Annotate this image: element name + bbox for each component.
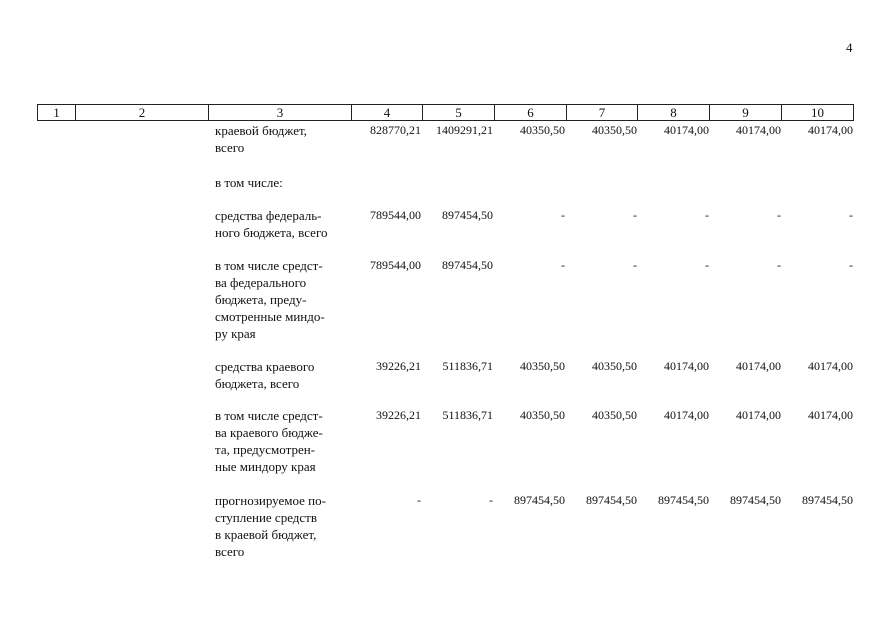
row-label [215,407,346,475]
value-cell: - [633,208,637,222]
col-header-8: 8 [638,105,710,121]
column-number-header [37,104,854,121]
value-cell: 40350,50 [592,408,637,422]
row-label-line: ва федерального [215,275,307,290]
row-label [215,174,346,191]
value-cell: 897454,50 [658,493,709,507]
value-cell: - [417,493,421,507]
value-cell: 511836,71 [442,408,493,422]
row-label-line: всего [215,140,245,155]
col-header-1: 1 [38,105,76,121]
value-cell: 40350,50 [592,123,637,137]
value-cell: - [777,258,781,272]
row-label-line: смотренные миндо- [215,309,325,324]
value-cell: 897454,50 [442,258,493,272]
row-label-line: прогнозируемое по- [215,493,326,508]
value-cell: 39226,21 [376,359,421,373]
value-cell: 897454,50 [514,493,565,507]
value-cell: - [489,493,493,507]
row-label-line: всего [215,544,245,559]
row-label-line: в краевой бюджет, [215,527,317,542]
row-label-line: ру края [215,326,256,341]
value-cell: 40350,50 [520,359,565,373]
col-header-5: 5 [423,105,495,121]
value-cell: 40174,00 [736,408,781,422]
row-label-line: средства федераль- [215,208,322,223]
row-label-line: в том числе средст- [215,408,323,423]
row-label-line: та, предусмотрен- [215,442,316,457]
page-number: 4 [846,40,853,55]
header-row [38,105,854,121]
col-header-2: 2 [76,105,209,121]
value-cell: 897454,50 [586,493,637,507]
value-cell: 789544,00 [370,208,421,222]
value-cell: 40174,00 [808,408,853,422]
value-cell: 897454,50 [442,208,493,222]
value-cell: 40174,00 [736,359,781,373]
row-label-line: средства краевого [215,359,315,374]
col-header-3: 3 [209,105,352,121]
col-header-4: 4 [352,105,423,121]
value-cell: 40350,50 [520,123,565,137]
row-label-line: в том числе: [215,175,283,190]
value-cell: - [705,258,709,272]
value-cell: 828770,21 [370,123,421,137]
value-cell: 40174,00 [664,408,709,422]
value-cell: - [777,208,781,222]
value-cell: 40174,00 [736,123,781,137]
value-cell: 40174,00 [664,359,709,373]
value-cell: 40350,50 [520,408,565,422]
row-label [215,358,346,392]
col-header-10: 10 [782,105,854,121]
row-label-line: в том числе средст- [215,258,323,273]
value-cell: 789544,00 [370,258,421,272]
value-cell: 897454,50 [730,493,781,507]
value-cell: 511836,71 [442,359,493,373]
row-label-line: бюджета, преду- [215,292,307,307]
value-cell: 1409291,21 [436,123,493,137]
col-header-6: 6 [495,105,567,121]
value-cell: 40350,50 [592,359,637,373]
value-cell: 40174,00 [808,123,853,137]
value-cell: - [849,208,853,222]
value-cell: 897454,50 [802,493,853,507]
value-cell: 40174,00 [808,359,853,373]
value-cell: 40174,00 [664,123,709,137]
row-label-line: ва краевого бюдже- [215,425,323,440]
row-label-line: ного бюджета, всего [215,225,328,240]
value-cell: - [561,208,565,222]
value-cell: - [705,208,709,222]
row-label-line: ступление средств [215,510,318,525]
row-label-line: краевой бюджет, [215,123,307,138]
row-label [215,207,346,241]
value-cell: - [561,258,565,272]
value-cell: - [849,258,853,272]
value-cell: 39226,21 [376,408,421,422]
row-label [215,257,346,342]
row-label [215,492,346,560]
col-header-9: 9 [710,105,782,121]
row-label [215,122,346,156]
value-cell: - [633,258,637,272]
row-label-line: ные миндору края [215,459,316,474]
row-label-line: бюджета, всего [215,376,300,391]
col-header-7: 7 [567,105,638,121]
